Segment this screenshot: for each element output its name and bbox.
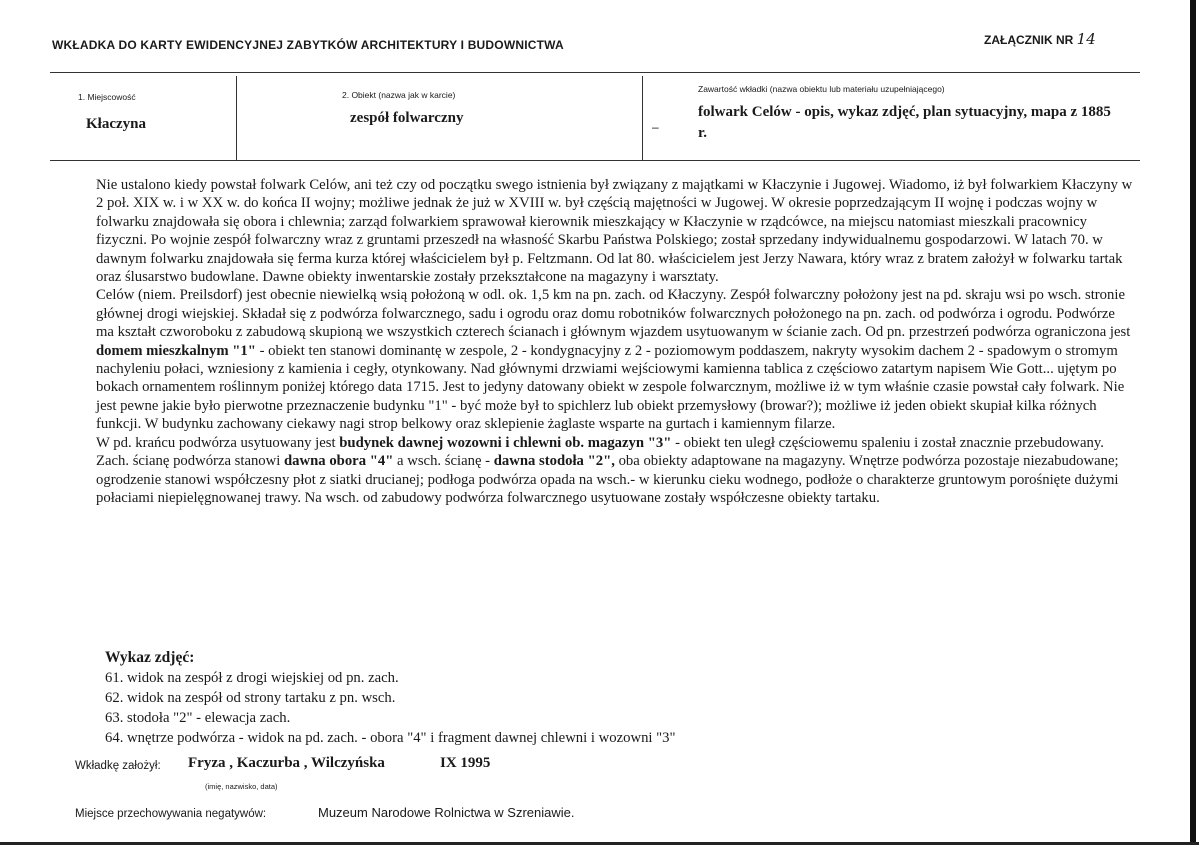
- photo-item: 64. wnętrze podwórza - widok na pd. zach. - obora "4" i fragment dawnej chlewni i wozowni "3": [105, 730, 676, 746]
- established-date: IX 1995: [440, 755, 491, 771]
- header-rule-bottom: [50, 160, 1140, 161]
- established-names: Fryza , Kaczurba , Wilczyńska: [188, 755, 385, 771]
- locality-value: Kłaczyna: [86, 116, 146, 132]
- building-4-name: dawna obora "4": [284, 453, 394, 470]
- object-value: zespół folwarczny: [350, 110, 464, 126]
- storage-label: Miejsce przechowywania negatywów:: [75, 808, 267, 820]
- annex-label: ZAŁĄCZNIK NR: [984, 33, 1074, 47]
- photo-list: [105, 648, 676, 748]
- photo-item: 63. stodoła "2" - elewacja zach.: [105, 710, 291, 726]
- annex-number: [984, 30, 1096, 48]
- paragraph-buildings: W pd. krańcu podwórza usytuowany jest budynek dawnej wozowni i chlewni ob. magazyn "3" - obiekt ten uległ częściowemu spaleniu i został znacznie przebudowany. Zach. ścianę podwórza stanowi dawna obora "4" a wsch. ścianę - dawna stodoła "2", oba obiekty adaptowane na magazyny. Wnętrze podwórza pozostaje niezabudowane; ogrodzenie stanowi współczesny płot z siatki drucianej; podłoga podwórza opada na wsch.- w kierunku cieku wodnego, podłoże o charakterze gruntowym porośnięte dużymi połaciami niepielęgnowanej trawy. Na wsch. od zabudowy podwórza folwarcznego usytuowane zostały współczesne obiekty tartaku.: [96, 434, 1119, 506]
- established-label: Wkładkę założył:: [75, 760, 161, 772]
- form-title: WKŁADKA DO KARTY EWIDENCYJNEJ ZABYTKÓW ARCHITEKTURY I BUDOWNICTWA: [52, 38, 564, 52]
- paragraph-history: Nie ustalono kiedy powstał folwark Celów, ani też czy od początku swego istnienia był związany z majątkami w Kłaczynie i Jugowej. Wiadomo, iż był folwarkiem Kłaczyny w 2 poł. XIX w. i w XX w. do końca II wojny; możliwe jednak że już w XVIII w. był częścią majętności w Jugowej. W okresie poprzedzającym II wojnę i podczas wojny w folwarku znajdowała się obora i chlewnia; zarząd folwarkiem sprawował kierownik mieszkający w Kłaczynie w rządcówce, na miejscu natomiast mieszkali pracownicy fizyczni. Po wojnie zespół folwarczny wraz z gruntami przeszedł na własność Skarbu Państwa Polskiego; został sprzedany indywidualnemu gospodarzowi. W latach 70. w dawnym folwarku znajdowała się ferma kurza której właścicielem był p. Feltzmann. Od lat 80. właścicielem jest Jerzy Nawara, który wraz z bratem założył w folwarku tartak oraz ślusarstwo budowlane. Dawne obiekty inwentarskie zostały przekształcone na magazyny i warsztaty.: [96, 177, 1133, 286]
- object-label: 2. Obiekt (nazwa jak w karcie): [342, 90, 456, 100]
- description-body: [96, 176, 1136, 507]
- header-rule-top: [50, 72, 1140, 73]
- photo-list-heading: Wykaz zdjęć:: [105, 649, 195, 666]
- building-1-name: domem mieszkalnym "1": [96, 342, 256, 359]
- established-hint: (imię, nazwisko, data): [205, 782, 278, 791]
- field-divider-2: [642, 76, 643, 160]
- field-divider-1: [236, 76, 237, 160]
- scan-edge-right: [1190, 0, 1196, 845]
- building-2-name: dawna stodoła "2",: [493, 453, 615, 470]
- locality-label: 1. Miejscowość: [78, 92, 136, 102]
- building-3-name: budynek dawnej wozowni i chlewni ob. magazyn "3": [339, 434, 672, 451]
- paragraph-layout: Celów (niem. Preilsdorf) jest obecnie niewielką wsią położoną w odl. ok. 1,5 km na pn. zach. od Kłaczyny. Zespół folwarczny położony jest na pd. skraju wsi po wsch. stronie głównej drogi wiejskiej. Składał się z podwórza folwarcznego, sadu i ogrodu oraz domu robotników folwarcznych położonego na pn. zach. od podwórza i ogrodu. Podwórze ma kształt czworoboku z zabudową skupioną we wszystkich czterech ścianach i głównym wjazdem usytuowanym w ścianie zach. Od pn. przestrzeń podwórza ograniczona jest domem mieszkalnym "1" - obiekt ten stanowi dominantę w zespole, 2 - kondygnacyjny z 2 - poziomowym poddaszem, nakryty wysokim dachem 2 - spadowym o stromym nachyleniu połaci, wzniesiony z kamienia i cegły, otynkowany. Nad głównymi drzwiami wejściowymi kamienna tablica z częściowo zatartym napisem Wie Gott... ujętym po bokach ornamentem roślinnym poniżej którego data 1715. Jest to jedyny datowany obiekt w zespole folwarcznym, możliwe iż w tym właśnie czasie powstał cały folwark. Nie jest pewne jakie było pierwotne przeznaczenie budynku "1" - być może był to spichlerz lub obiekt przemysłowy (browar?); możliwe iż jeden obiekt skupiał kilka różnych funkcji. W budynku zachowany ciekawy nagi strop belkowy oraz sklepienie żaglaste wsparte na gurtach i kamiennym filarze.: [96, 287, 1131, 433]
- annex-number-handwritten: 14: [1076, 30, 1096, 48]
- contents-dash: –: [652, 120, 659, 134]
- storage-value: Muzeum Narodowe Rolnictwa w Szreniawie.: [318, 805, 575, 820]
- contents-label: Zawartość wkładki (nazwa obiektu lub materiału uzupełniającego): [698, 84, 945, 94]
- photo-item: 62. widok na zespół od strony tartaku z pn. wsch.: [105, 690, 396, 706]
- contents-value: folwark Celów - opis, wykaz zdjęć, plan sytuacyjny, mapa z 1885 r.: [698, 104, 1111, 141]
- photo-item: 61. widok na zespół z drogi wiejskiej od pn. zach.: [105, 670, 399, 686]
